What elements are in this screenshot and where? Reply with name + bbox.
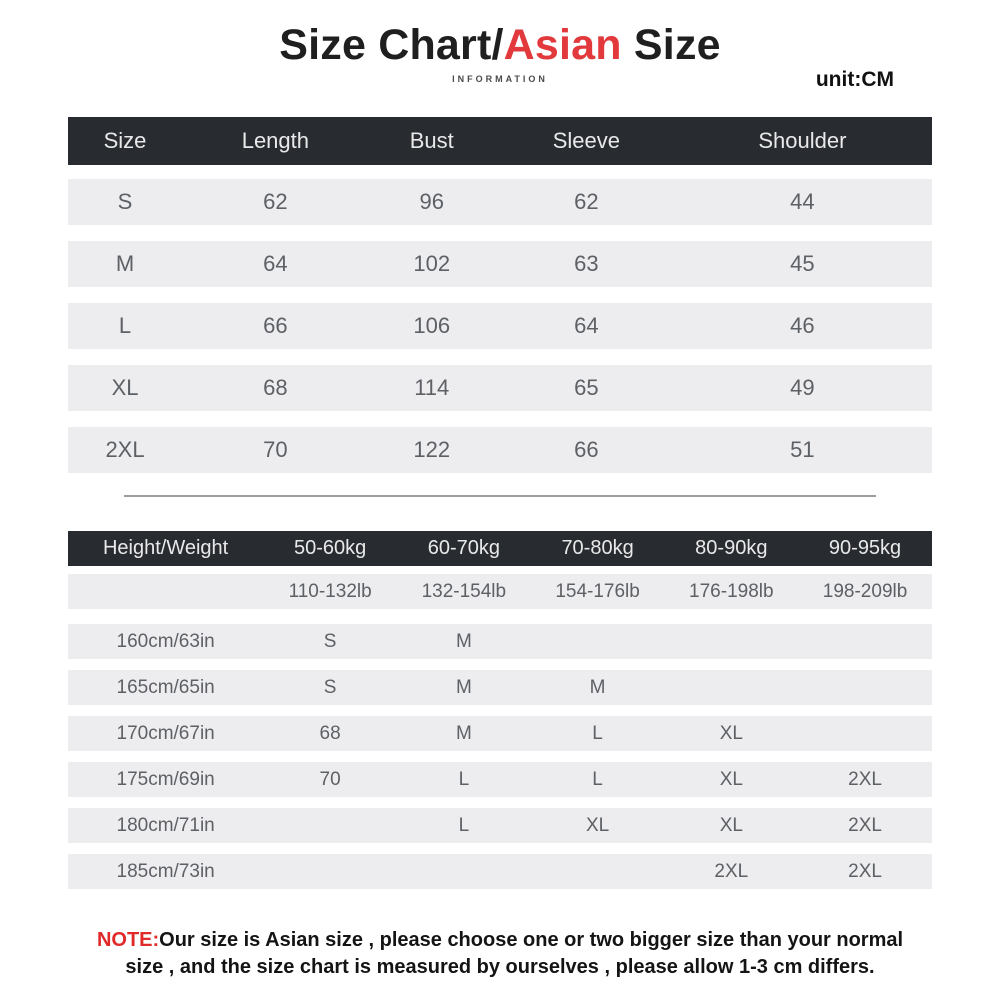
table-cell: 106	[413, 313, 451, 338]
table-cell: 110-132lb	[288, 581, 372, 602]
page-title	[0, 0, 1000, 70]
table-cell: 51	[790, 437, 815, 462]
table-cell: 66	[263, 313, 288, 338]
table-cell	[397, 854, 531, 889]
note-line-1	[60, 927, 940, 954]
column-header-height-weight: Height/Weight	[102, 537, 229, 559]
table-cell: XL	[719, 723, 743, 744]
column-header-length: Length	[241, 128, 309, 153]
table-cell: 2XL	[714, 861, 749, 882]
table-row-160cm	[68, 624, 932, 659]
fit-table-header-row	[68, 531, 932, 566]
table-cell: XL	[719, 815, 743, 836]
note-text-1: Our size is Asian size , please choose one or two bigger size than your normal	[159, 929, 904, 951]
table-cell: L	[592, 723, 603, 744]
table-cell: 165cm/65in	[116, 677, 215, 698]
table-cell: L	[118, 313, 132, 338]
table-cell: 175cm/69in	[116, 769, 215, 790]
column-header-size: Size	[103, 128, 147, 153]
table-cell: S	[323, 677, 337, 698]
pounds-conversion-row	[68, 574, 932, 609]
table-cell: M	[455, 677, 472, 698]
table-cell: S	[117, 189, 133, 214]
table-cell: XL	[585, 815, 610, 836]
table-cell: M	[455, 631, 472, 652]
table-cell	[664, 624, 798, 659]
header	[0, 0, 1000, 91]
table-row-m	[68, 241, 932, 287]
column-header-50-60kg: 50-60kg	[293, 537, 367, 559]
title-pre: Size Chart/	[279, 21, 504, 69]
table-row-s	[68, 179, 932, 225]
table-cell: 64	[574, 313, 599, 338]
table-cell: XL	[719, 769, 743, 790]
table-cell	[531, 624, 665, 659]
unit-label: unit:CM	[815, 68, 894, 91]
table-cell: 68	[319, 723, 341, 744]
table-cell: 176-198lb	[689, 581, 774, 602]
table-cell: 66	[574, 437, 599, 462]
table-row-180cm	[68, 808, 932, 843]
column-header-90-95kg: 90-95kg	[828, 537, 902, 559]
table-cell: 44	[790, 189, 815, 214]
table-cell: 2XL	[848, 769, 882, 790]
table-cell	[68, 574, 263, 609]
table-cell: 198-209lb	[822, 581, 908, 602]
table-cell: 102	[413, 251, 451, 276]
column-header-80-90kg: 80-90kg	[695, 537, 768, 559]
table-cell: 2XL	[105, 437, 145, 462]
table-cell: 114	[414, 375, 450, 400]
table-row-175cm	[68, 762, 932, 797]
table-cell: M	[115, 251, 135, 276]
table-cell	[531, 854, 665, 889]
size-note	[60, 927, 940, 981]
table-cell: 2XL	[848, 861, 882, 882]
table-cell: 62	[574, 189, 599, 214]
table-cell: M	[589, 677, 606, 698]
table-cell: 46	[790, 313, 815, 338]
table-cell: 170cm/67in	[116, 723, 215, 744]
column-header-70-80kg: 70-80kg	[561, 537, 634, 559]
column-header-sleeve: Sleeve	[552, 128, 621, 153]
table-cell: 70	[319, 769, 341, 790]
table-row-170cm	[68, 716, 932, 751]
table-cell: 154-176lb	[555, 581, 640, 602]
fit-table	[68, 531, 932, 889]
table-cell: 63	[574, 251, 599, 276]
table-cell	[664, 670, 798, 705]
column-header-shoulder: Shoulder	[758, 128, 847, 153]
table-cell	[798, 624, 932, 659]
column-header-60-70kg: 60-70kg	[427, 537, 500, 559]
title-post: Size	[621, 21, 721, 69]
table-row-185cm	[68, 854, 932, 889]
table-cell: M	[455, 723, 472, 744]
table-cell: 132-154lb	[421, 581, 507, 602]
table-cell: L	[592, 769, 603, 790]
table-cell	[263, 854, 397, 889]
table-row-165cm	[68, 670, 932, 705]
table-cell: 62	[263, 189, 288, 214]
subtitle-information: INFORMATION	[452, 74, 548, 84]
size-table-header-row	[68, 117, 932, 165]
table-cell: 185cm/73in	[116, 861, 215, 882]
table-cell: 64	[263, 251, 288, 276]
title-accent: Asian	[503, 21, 622, 69]
table-cell: L	[458, 769, 470, 790]
table-cell: 96	[419, 189, 444, 214]
table-cell	[798, 716, 932, 751]
table-row-2xl	[68, 427, 932, 473]
table-cell: 68	[263, 375, 288, 400]
table-cell: L	[458, 815, 470, 836]
table-cell: 160cm/63in	[116, 631, 215, 652]
table-cell	[263, 808, 397, 843]
table-cell: 65	[574, 375, 599, 400]
column-header-bust: Bust	[409, 128, 454, 153]
note-line-2: size , and the size chart is measured by ourselves , please allow 1-3 cm differs.	[125, 956, 875, 978]
table-row-l	[68, 303, 932, 349]
table-cell: 2XL	[848, 815, 882, 836]
table-cell: XL	[111, 375, 139, 400]
table-row-xl	[68, 365, 932, 411]
note-label: NOTE:	[96, 929, 160, 951]
table-cell: S	[323, 631, 337, 652]
table-cell: 180cm/71in	[116, 815, 215, 836]
table-cell	[798, 670, 932, 705]
divider-line	[124, 495, 876, 497]
size-table	[68, 117, 932, 473]
table-cell: 122	[413, 437, 451, 462]
table-cell: 49	[790, 375, 815, 400]
table-cell: 45	[790, 251, 815, 276]
table-cell: 70	[263, 437, 288, 462]
